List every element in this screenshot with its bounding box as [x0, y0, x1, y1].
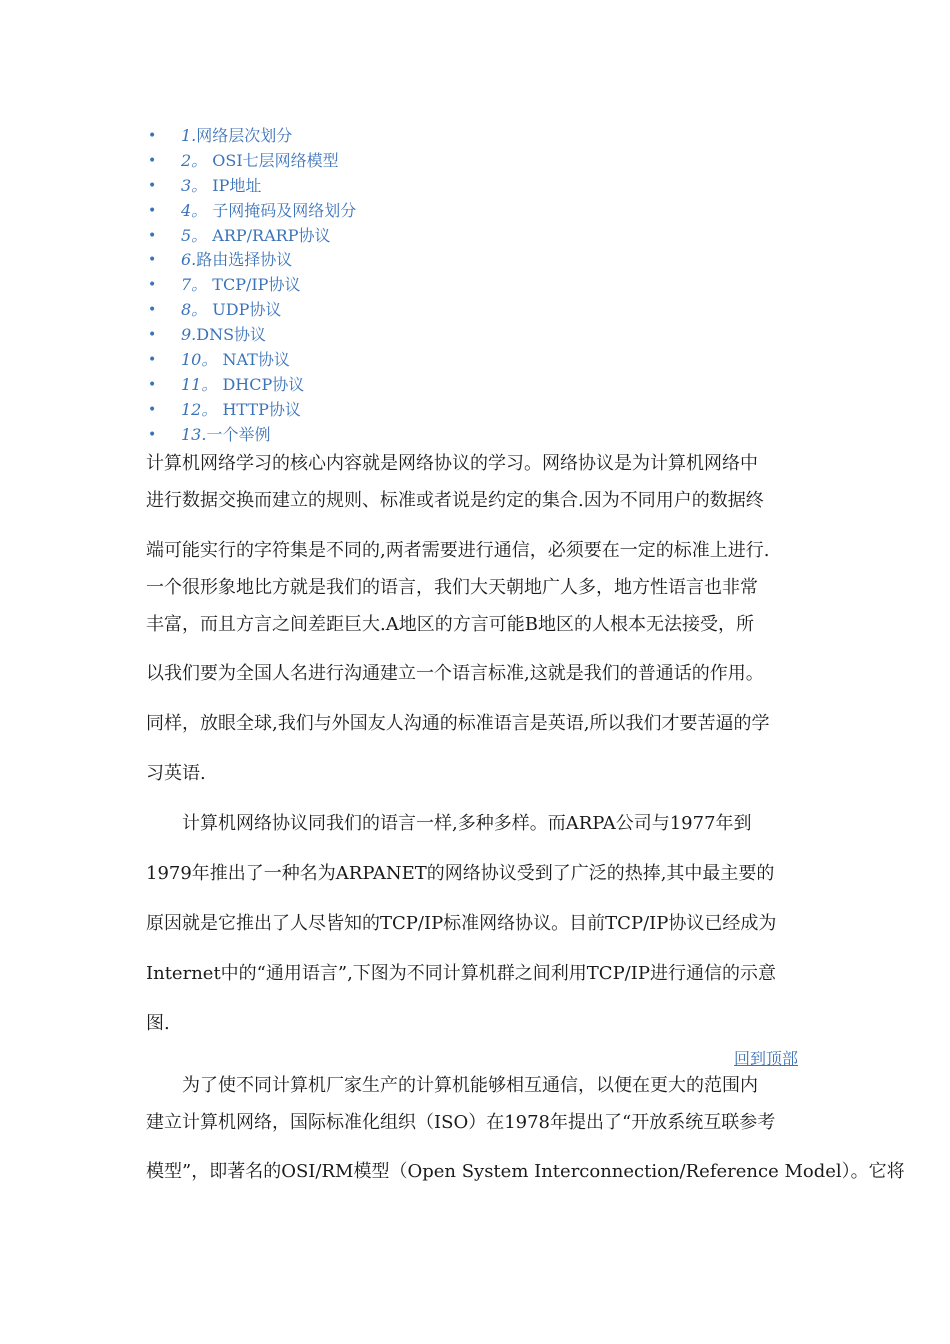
- bullet-icon: •: [148, 426, 157, 443]
- toc-link: 2。 OSI七层网络模型: [181, 150, 339, 170]
- toc-item[interactable]: [148, 224, 648, 249]
- toc-link: 10。 NAT协议: [181, 350, 290, 370]
- toc-item[interactable]: [148, 373, 648, 398]
- toc-item[interactable]: [148, 423, 648, 448]
- toc-item[interactable]: [148, 149, 648, 174]
- text-line: 计算机网络学习的核心内容就是网络协议的学习。网络协议是为计算机网络中: [146, 453, 758, 474]
- text-line: 丰富，而且方言之间差距巨大.A地区的方言可能B地区的人根本无法接受，所: [146, 614, 754, 635]
- toc-link: 6.路由选择协议: [181, 250, 293, 270]
- toc-link: 8。 UDP协议: [181, 300, 282, 320]
- bullet-icon: •: [148, 401, 157, 418]
- toc-item[interactable]: [148, 248, 648, 273]
- text-line: 为了使不同计算机厂家生产的计算机能够相互通信，以便在更大的范围内: [182, 1075, 758, 1096]
- text-line: Internet中的“通用语言”,下图为不同计算机群之间利用TCP/IP进行通信的示意: [146, 963, 776, 984]
- text-line: 端可能实行的字符集是不同的,两者需要进行通信，必须要在一定的标准上进行.: [146, 540, 770, 561]
- bullet-icon: •: [148, 376, 157, 393]
- text-line: 建立计算机网络，国际标准化组织（ISO）在1978年提出了“开放系统互联参考: [146, 1112, 776, 1133]
- bullet-icon: •: [148, 352, 157, 369]
- text-line: 原因就是它推出了人尽皆知的TCP/IP标准网络协议。目前TCP/IP协议已经成为: [146, 913, 777, 934]
- text-line: 以我们要为全国人名进行沟通建立一个语言标准,这就是我们的普通话的作用。: [146, 663, 764, 684]
- text-line: 模型”，即著名的OSI/RM模型（Open System Interconnection/Reference Model）。它将: [146, 1161, 905, 1182]
- text-line: 同样，放眼全球,我们与外国友人沟通的标准语言是英语,所以我们才要苦逼的学: [146, 713, 770, 734]
- toc-item[interactable]: [148, 398, 648, 423]
- toc-link: 9.DNS协议: [181, 325, 267, 345]
- toc-link: 7。 TCP/IP协议: [181, 275, 301, 295]
- back-to-top-link[interactable]: 回到顶部: [734, 1049, 799, 1068]
- toc-link: 4。 子网掩码及网络划分: [181, 200, 357, 220]
- toc-link: 13.一个举例: [181, 424, 271, 444]
- bullet-icon: •: [148, 252, 157, 269]
- toc-item[interactable]: [148, 174, 648, 199]
- toc-item[interactable]: [148, 273, 648, 298]
- text-line: 计算机网络协议同我们的语言一样,多种多样。而ARPA公司与1977年到: [182, 813, 752, 834]
- table-of-contents: [148, 124, 648, 448]
- text-line: 图.: [146, 1013, 170, 1034]
- toc-item[interactable]: [148, 348, 648, 373]
- toc-item[interactable]: [148, 199, 648, 224]
- toc-link: 1.网络层次划分: [181, 126, 293, 145]
- toc-link: 3。 IP地址: [181, 175, 262, 195]
- bullet-icon: •: [148, 227, 157, 244]
- bullet-icon: •: [148, 302, 157, 319]
- bullet-icon: •: [148, 202, 157, 219]
- bullet-icon: •: [148, 177, 157, 194]
- bullet-icon: •: [148, 128, 157, 144]
- toc-item[interactable]: [148, 124, 648, 149]
- bullet-icon: •: [148, 327, 157, 344]
- bullet-icon: •: [148, 152, 157, 169]
- bullet-icon: •: [148, 277, 157, 294]
- toc-link: 12。 HTTP协议: [181, 399, 301, 419]
- text-line: 进行数据交换而建立的规则、标准或者说是约定的集合.因为不同用户的数据终: [146, 490, 764, 511]
- toc-item[interactable]: [148, 323, 648, 348]
- text-line: 一个很形象地比方就是我们的语言，我们大天朝地广人多，地方性语言也非常: [146, 577, 758, 598]
- toc-link: 5。 ARP/RARP协议: [181, 225, 331, 245]
- toc-item[interactable]: [148, 298, 648, 323]
- text-line: 1979年推出了一种名为ARPANET的网络协议受到了广泛的热捧,其中最主要的: [146, 863, 775, 884]
- toc-link: 11。 DHCP协议: [181, 374, 305, 394]
- text-line: 习英语.: [146, 763, 206, 784]
